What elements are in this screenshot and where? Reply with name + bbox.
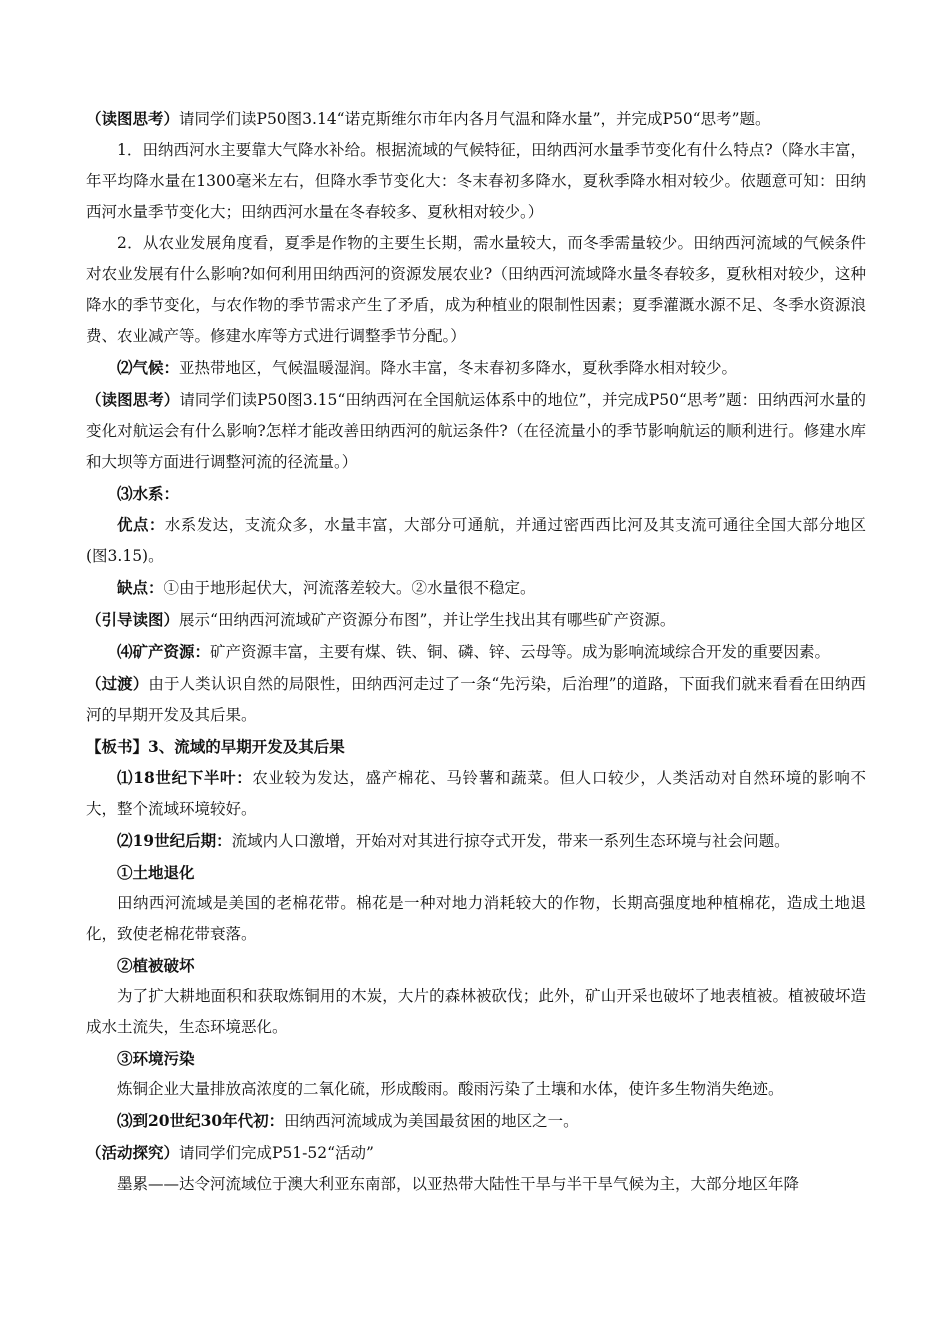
climate-paragraph [86,352,866,384]
vegetation-damage-paragraph: 为了扩大耕地面积和获取炼铜用的木炭，大片的森林被砍伐；此外，矿山开采也破坏了地表植被。植被破坏造成水土流失，生态环境恶化。 [86,987,866,1036]
guided-reading-paragraph [86,604,866,636]
disadvantages-paragraph [86,572,866,604]
disadvantages-text: ①由于地形起伏大，河流落差较大。②水量很不稳定。 [163,579,536,597]
century-19-text: 流域内人口激增，开始对对其进行掠夺式开发，带来一系列生态环境与社会问题。 [231,832,790,850]
land-degradation-heading: ①土地退化 [117,863,195,882]
century-19-paragraph [86,825,866,857]
advantages-text: 水系发达，支流众多，水量丰富，大部分可通航，并通过密西西比河及其支流可通往全国大部分地区(图3.15)。 [86,516,866,565]
activity-label: （活动探究） [86,1143,180,1162]
mineral-resources-text: 矿产资源丰富，主要有煤、铁、铜、磷、锌、云母等。成为影响流域综合开发的重要因素。 [210,643,831,661]
disadvantages-label: 缺点： [117,578,164,597]
blackboard-heading: 【板书】3、流域的早期开发及其后果 [86,737,345,756]
century-18-paragraph [86,762,866,825]
transition-label: （过渡） [86,674,149,693]
land-degradation-paragraph: 田纳西河流域是美国的老棉花带。棉花是一种对地力消耗较大的作物，长期高强度地种植棉花，造成土地退化，致使老棉花带衰落。 [86,894,866,943]
climate-text: 亚热带地区，气候温暖湿润。降水丰富，冬末春初多降水，夏秋季降水相对较少。 [179,359,738,377]
pollution-paragraph: 炼铜企业大量排放高浓度的二氧化硫，形成酸雨。酸雨污染了土壤和水体，使许多生物消失绝迹。 [117,1080,784,1098]
pollution-heading: ③环境污染 [117,1049,195,1068]
guided-reading-text: 展示“田纳西河流域矿产资源分布图”，并让学生找出其有哪些矿产资源。 [179,611,676,629]
reading-think-text-2: 请同学们读P50图3.15“田纳西河在全国航运体系中的地位”，并完成P50“思考”题：田纳西河水量的变化对航运会有什么影响?怎样才能改善田纳西河的航运条件?（在径流量小的季节影响航运的顺利进行。修建水库和大坝等方面进行调整河流的径流量。） [86,391,866,471]
advantages-label: 优点： [117,515,165,534]
transition-text: 由于人类认识自然的局限性，田纳西河走过了一条“先污染，后治理”的道路，下面我们就来看看在田纳西河的早期开发及其后果。 [86,675,866,724]
century-19-label: ⑵19世纪后期： [117,831,232,850]
vegetation-damage-heading: ②植被破坏 [117,956,195,975]
activity-text: 请同学们完成P51-52“活动” [179,1144,374,1162]
guided-reading-label: （引导读图） [86,610,180,629]
reading-think-label: （读图思考） [86,109,180,128]
advantages-paragraph [86,509,866,572]
reading-think-paragraph-2 [86,384,866,478]
document-page [86,103,866,1200]
question-2-paragraph: 2．从农业发展角度看，夏季是作物的主要生长期，需水量较大，而冬季需量较少。田纳西河流域的气候条件对农业发展有什么影响?如何利用田纳西河的资源发展农业?（田纳西河流域降水量冬春较多，夏秋相对较少，这种降水的季节变化，与农作物的季节需求产生了矛盾，成为种植业的限制性因素；夏季灌溉水源不足、冬季水资源浪费、农业减产等。修建水库等方式进行调整季节分配。） [86,234,866,345]
mineral-resources-label: ⑷矿产资源： [117,642,211,661]
activity-paragraph [86,1137,866,1169]
century-20-paragraph [86,1105,866,1137]
murray-darling-paragraph: 墨累——达令河流域位于澳大利亚东南部，以亚热带大陆性干旱与半干旱气候为主，大部分地区年降 [117,1175,800,1193]
century-20-text: 田纳西河流域成为美国最贫困的地区之一。 [284,1112,579,1130]
century-18-label: ⑴18世纪下半叶： [117,768,253,787]
reading-think-label-2: （读图思考） [86,390,180,409]
climate-label: ⑵气候： [117,358,180,377]
question-1-paragraph: 1．田纳西河水主要靠大气降水补给。根据流域的气候特征，田纳西河水量季节变化有什么特点?（降水丰富，年平均降水量在1300毫米左右，但降水季节变化大：冬末春初多降水，夏秋季降水相对较少。依题意可知：田纳西河水量季节变化大；田纳西河水量在冬春较多、夏秋相对较少。） [86,141,866,221]
transition-paragraph [86,668,866,731]
mineral-resources-paragraph [86,636,866,668]
century-18-text: 农业较为发达，盛产棉花、马铃薯和蔬菜。但人口较少，人类活动对自然环境的影响不大，整个流域环境较好。 [86,769,866,818]
reading-think-paragraph-1 [86,103,866,135]
water-system-heading: ⑶水系： [117,484,180,503]
century-20-label: ⑶到20世纪30年代初： [117,1111,285,1130]
reading-think-text: 请同学们读P50图3.14“诺克斯维尔市年内各月气温和降水量”，并完成P50“思考”题。 [179,110,771,128]
